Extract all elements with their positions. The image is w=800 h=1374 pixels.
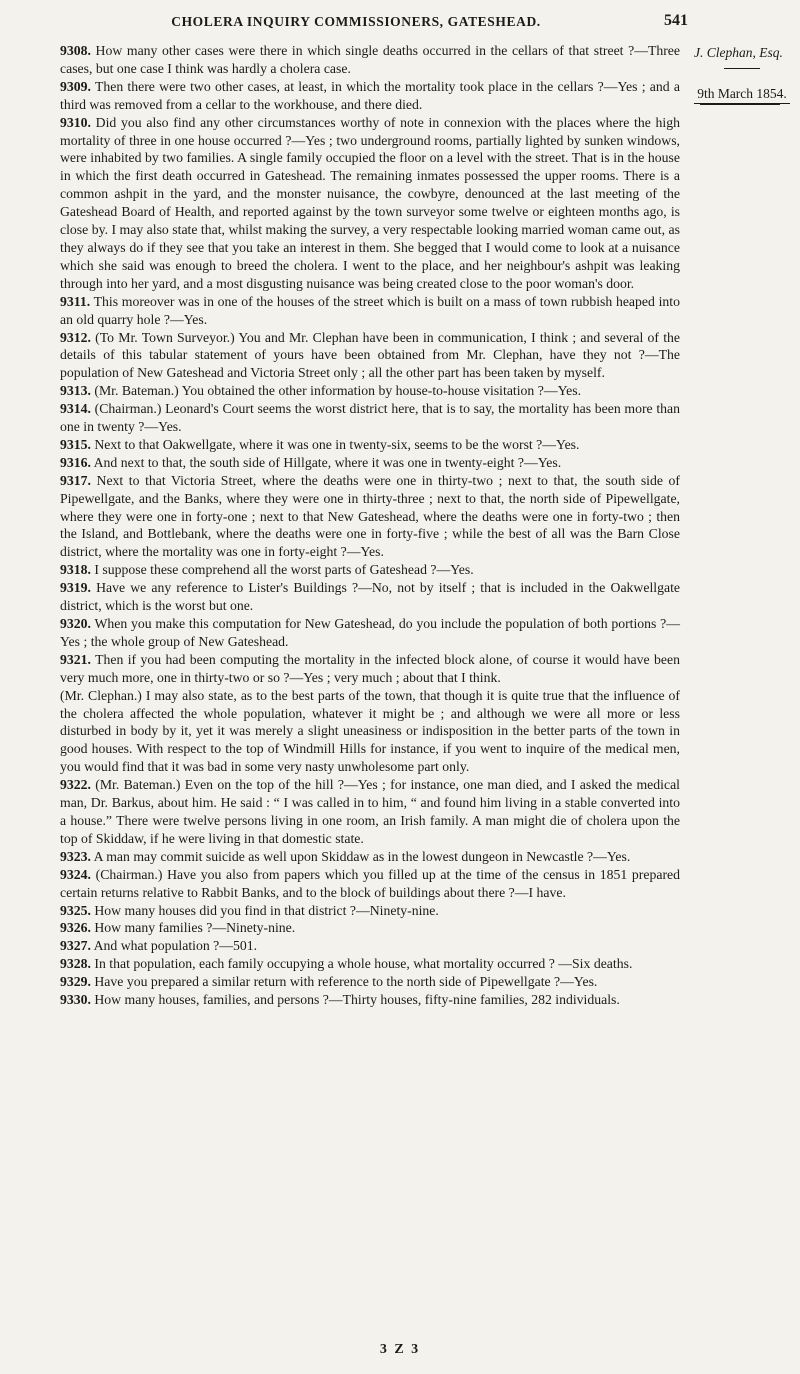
question-number: 9321. bbox=[60, 651, 91, 667]
question-paragraph bbox=[60, 78, 680, 114]
question-number: 9319. bbox=[60, 580, 91, 596]
question-paragraph bbox=[60, 651, 680, 687]
question-number: 9320. bbox=[60, 616, 91, 631]
question-paragraph bbox=[60, 472, 680, 562]
question-paragraph bbox=[60, 955, 680, 973]
question-number: 9327. bbox=[60, 938, 91, 954]
question-text: Then there were two other cases, at least, in which the mortality took place in the cellars ?—Yes ; and a third was removed from a cellar to the workhouse, and there died. bbox=[60, 78, 680, 112]
signature-mark: 3 Z 3 bbox=[379, 1342, 421, 1357]
question-text: When you make this computation for New Gateshead, do you include the population of both portions ?—Yes ; the whole group of New Gateshead. bbox=[60, 616, 680, 649]
question-paragraph bbox=[60, 400, 680, 436]
question-paragraph bbox=[60, 866, 680, 902]
margin-rule bbox=[724, 68, 760, 69]
question-text: Have we any reference to Lister's Buildings ?—No, not by itself ; that is included in the Oakwellgate district, which is the worst but one. bbox=[60, 580, 680, 614]
question-paragraph bbox=[60, 42, 680, 78]
question-number: 9310. bbox=[60, 114, 91, 130]
question-number: 9308. bbox=[60, 43, 91, 58]
question-paragraph bbox=[60, 579, 680, 615]
question-number: 9312. bbox=[60, 329, 91, 345]
question-number: 9322. bbox=[60, 777, 91, 793]
question-text: This moreover was in one of the houses of the street which is built on a mass of town rubbish heaped into an old quarry hole ?—Yes. bbox=[60, 293, 680, 327]
witness-name: J. Clephan, Esq. bbox=[694, 45, 783, 60]
question-number: 9325. bbox=[60, 902, 91, 918]
question-number: 9328. bbox=[60, 956, 91, 972]
question-text: I suppose these comprehend all the worst parts of Gateshead ?—Yes. bbox=[94, 562, 474, 578]
question-number: 9329. bbox=[60, 974, 91, 990]
question-text: And next to that, the south side of Hillgate, where it was one in twenty-eight ?—Yes. bbox=[93, 454, 562, 470]
running-header: CHOLERA INQUIRY COMMISSIONERS, GATESHEAD. bbox=[171, 14, 541, 29]
question-text: How many families ?—Ninety-nine. bbox=[94, 920, 296, 936]
question-paragraph bbox=[60, 382, 680, 400]
question-text: Then if you had been computing the mortality in the infected block alone, of course it would have been very much more, one in thirty-two or so ?—Yes ; very much ; about that I think. bbox=[60, 651, 680, 685]
question-text: Did you also find any other circumstances worthy of note in connexion with the places where the high mortality of three in one house occurred ?—Yes ; two underground rooms, partially lighted by sunken windows, were inhabited by two families. A single family occupied the floor on a level with the street. That is in the house in which the first death occurred in Gateshead. The remaining inmates possessed the upper rooms. There is a common ashpit in the yard, and the monster nuisance, the cowbyre, denounced at the last meeting of the Gateshead Board of Health, and reported against by the town surveyor some twelve or eighteen months ago, is close by. I may also state that, whilst making the survey, a very respectable looking married woman came out, as they always do if they see that you take an interest in them. She begged that I would come to look at a nuisance which she said was enough to breed the cholera. I went to the place, and her neighbour's ashpit was leaking through into her yard, and a most disgusting nuisance was being created close to the poor woman's door. bbox=[60, 114, 680, 291]
question-text: (Mr. Bateman.) You obtained the other information by house-to-house visitation ?—Yes. bbox=[94, 383, 582, 399]
question-number: 9326. bbox=[60, 920, 91, 936]
question-text: (Chairman.) Leonard's Court seems the worst district here, that is to say, the mortality has been more than one in twenty ?—Yes. bbox=[60, 401, 680, 435]
question-number: 9324. bbox=[60, 866, 91, 882]
question-number: 9314. bbox=[60, 401, 91, 417]
question-paragraph bbox=[60, 114, 680, 293]
question-number: 9323. bbox=[60, 848, 91, 864]
margin-rule-lower bbox=[700, 104, 780, 105]
question-text: How many other cases were there in which single deaths occurred in the cellars of that street ?—Three cases, but one case I think was hardly a cholera case. bbox=[60, 43, 681, 76]
question-number: 9316. bbox=[60, 454, 91, 470]
question-paragraph bbox=[60, 973, 680, 991]
question-paragraph bbox=[60, 902, 680, 920]
question-text: Next to that Victoria Street, where the deaths were one in thirty-two ; next to that, the south side of Pipewellgate, and the Banks, where they were one in thirty-three ; next to that, the north side of Pipewellgate, where they were one in forty-one ; next to that New Gateshead, where the deaths were one in forty-two ; then the Island, and Bottlebank, where the deaths were one in forty-five ; while the best of all was the Barn Close district, where the mortality was one in forty-eight ?—Yes. bbox=[60, 472, 681, 560]
question-number: 9315. bbox=[60, 436, 91, 452]
question-paragraph bbox=[60, 848, 680, 866]
question-text: A man may commit suicide as well upon Skiddaw as in the lowest dungeon in Newcastle ?—Yes. bbox=[93, 848, 631, 864]
margin-note bbox=[694, 44, 798, 105]
question-number: 9330. bbox=[60, 992, 91, 1008]
question-text: Next to that Oakwellgate, where it was one in twenty-six, seems to be the worst ?—Yes. bbox=[94, 436, 580, 452]
question-text: Have you prepared a similar return with reference to the north side of Pipewellgate ?—Yes. bbox=[94, 974, 598, 990]
question-paragraph bbox=[60, 776, 680, 848]
question-text: How many houses did you find in that district ?—Ninety-nine. bbox=[94, 902, 439, 918]
question-number: 9311. bbox=[60, 293, 91, 309]
question-text: (To Mr. Town Surveyor.) You and Mr. Clephan have been in communication, I think ; and several of the details of this tabular statement of yours have been obtained from Mr. Clephan, have they not ?—The population of New Gateshead and Victoria Street only ; all the other part has been taken by myself. bbox=[60, 329, 681, 381]
question-text: In that population, each family occupying a whole house, what mortality occurred ? —Six deaths. bbox=[94, 956, 633, 972]
question-paragraph bbox=[60, 561, 680, 579]
question-text: How many houses, families, and persons ?—Thirty houses, fifty-nine families, 282 individuals. bbox=[94, 992, 620, 1008]
question-paragraph bbox=[60, 687, 680, 777]
question-text: (Mr. Clephan.) I may also state, as to the best parts of the town, that though it is quite true that the influence of the cholera affected the whole population, whatever it might be ; and although we were all more or less disturbed in body by it, yet it was merely a slight uneasiness or indisposition in the better parts of the town in good houses. With respect to the top of Windmill Hills for instance, if you went to inquire of the medical men, you would find that it was bad in some very nasty unwholesome part only. bbox=[60, 687, 680, 775]
question-number: 9317. bbox=[60, 472, 91, 488]
question-number: 9318. bbox=[60, 562, 91, 578]
question-paragraph bbox=[60, 454, 680, 472]
question-text: And what population ?—501. bbox=[93, 938, 258, 954]
page-number: 541 bbox=[664, 12, 688, 29]
question-number: 9309. bbox=[60, 78, 91, 94]
question-number: 9313. bbox=[60, 383, 91, 399]
question-text: (Mr. Bateman.) Even on the top of the hill ?—Yes ; for instance, one man died, and I asked the medical man, Dr. Barkus, about him. He said : “ I was called in to him, “ and found him living in a stable converted into a house.” There were twelve persons living in one room, an Irish family. A man might die of cholera upon the top of Skiddaw, if he were living in that domestic state. bbox=[60, 777, 681, 846]
question-paragraph bbox=[60, 293, 680, 329]
testimony-body bbox=[60, 42, 680, 1009]
question-paragraph bbox=[60, 937, 680, 955]
question-paragraph bbox=[60, 615, 680, 651]
question-paragraph bbox=[60, 329, 680, 383]
testimony-date: 9th March 1854. bbox=[694, 85, 790, 104]
question-paragraph bbox=[60, 436, 680, 454]
question-text: (Chairman.) Have you also from papers which you filled up at the time of the census in 1851 prepared certain returns relative to Rabbit Banks, and to the block of buildings about there ?—I have. bbox=[60, 866, 681, 900]
question-paragraph bbox=[60, 991, 680, 1009]
question-paragraph bbox=[60, 919, 680, 937]
